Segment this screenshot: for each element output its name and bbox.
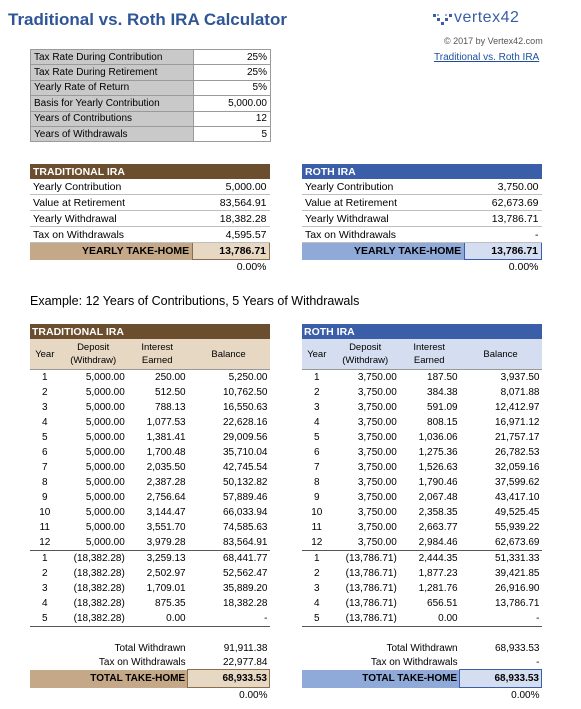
col-year: Year [302, 339, 332, 370]
balance-cell[interactable]: 16,550.63 [223, 402, 268, 413]
deposit-cell[interactable]: 5,000.00 [85, 432, 125, 443]
balance-cell[interactable]: 52,562.47 [223, 568, 268, 579]
table-row [30, 566, 270, 581]
logo-text: vertex42 [454, 9, 520, 26]
deposit-cell[interactable]: 3,750.00 [357, 387, 397, 398]
table-row [302, 445, 542, 460]
deposit-cell[interactable]: (18,382.28) [73, 568, 125, 579]
interest-cell[interactable]: 512.50 [155, 387, 186, 398]
interest-cell[interactable]: 788.13 [155, 402, 186, 413]
table-row [30, 596, 270, 611]
interest-cell[interactable]: 1,700.48 [146, 447, 186, 458]
table-row [302, 490, 542, 505]
year-cell: 3 [42, 583, 48, 594]
year-cell: 4 [314, 598, 320, 609]
table-row [302, 611, 542, 627]
year-cell: 4 [314, 417, 320, 428]
interest-cell[interactable]: 2,663.77 [418, 522, 458, 533]
summary-label: Tax on Withdrawals [302, 227, 465, 243]
tax-on-withdrawals-value[interactable]: - [536, 656, 540, 668]
balance-cell[interactable]: 43,417.10 [495, 492, 540, 503]
input-label: Basis for Yearly Contribution [31, 96, 194, 111]
summary-value[interactable]: - [465, 227, 542, 243]
year-cell: 6 [42, 447, 48, 458]
traditional-summary-header: TRADITIONAL IRA [30, 164, 270, 179]
deposit-cell[interactable]: 3,750.00 [332, 535, 399, 551]
year-cell: 7 [42, 462, 48, 473]
interest-cell[interactable]: 1,281.76 [418, 583, 458, 594]
balance-cell[interactable]: 55,939.22 [495, 522, 540, 533]
deposit-cell[interactable]: 3,750.00 [357, 462, 397, 473]
interest-cell[interactable]: 2,035.50 [146, 462, 186, 473]
total-take-home-value[interactable]: 68,933.53 [188, 670, 270, 688]
interest-cell[interactable]: 2,358.35 [418, 507, 458, 518]
copyright-text: © 2017 by Vertex42.com [444, 36, 543, 46]
year-cell: 10 [311, 507, 323, 518]
year-cell: 4 [42, 598, 48, 609]
interest-cell[interactable]: 591.09 [427, 402, 458, 413]
balance-cell[interactable]: - [188, 611, 270, 627]
deposit-cell[interactable]: 5,000.00 [85, 372, 125, 383]
interest-cell[interactable]: 3,979.28 [127, 535, 188, 551]
table-row [30, 611, 270, 627]
interest-cell[interactable]: 1,526.63 [418, 462, 458, 473]
table-row [30, 400, 270, 415]
summary-value[interactable]: 62,673.69 [465, 195, 542, 211]
summary-label: Yearly Contribution [30, 179, 193, 195]
year-cell: 9 [314, 492, 320, 503]
interest-cell[interactable]: 384.38 [427, 387, 458, 398]
year-cell: 2 [42, 387, 48, 398]
interest-cell[interactable]: 2,502.97 [146, 568, 186, 579]
balance-cell[interactable]: 18,382.28 [223, 598, 268, 609]
total-take-home-label: TOTAL TAKE-HOME [302, 670, 460, 688]
total-take-home-label: TOTAL TAKE-HOME [30, 670, 188, 688]
balance-cell[interactable]: 22,628.16 [223, 417, 268, 428]
col-deposit: Deposit (Withdraw) [332, 339, 399, 370]
deposit-cell[interactable]: (18,382.28) [73, 553, 125, 564]
deposit-cell[interactable]: 3,750.00 [357, 507, 397, 518]
year-cell: 5 [30, 611, 60, 627]
year-cell: 3 [314, 583, 320, 594]
balance-cell[interactable]: 50,132.82 [223, 477, 268, 488]
interest-cell[interactable]: 875.35 [155, 598, 186, 609]
balance-cell[interactable]: 42,745.54 [223, 462, 268, 473]
input-row [31, 111, 271, 126]
deposit-cell[interactable]: (13,786.71) [345, 568, 397, 579]
year-cell: 5 [42, 432, 48, 443]
input-value[interactable]: 5% [194, 80, 271, 95]
traditional-vs-roth-link[interactable]: Traditional vs. Roth IRA [434, 52, 540, 63]
table-row [30, 460, 270, 475]
balance-cell[interactable]: 39,421.85 [495, 568, 540, 579]
percent-difference: 0.00% [508, 261, 539, 273]
deposit-cell[interactable]: 3,750.00 [357, 492, 397, 503]
deposit-cell[interactable]: 5,000.00 [85, 522, 125, 533]
col-interest: Interest Earned [127, 339, 188, 370]
interest-cell[interactable]: 0.00 [399, 611, 460, 627]
page-title: Traditional vs. Roth IRA Calculator [8, 10, 287, 29]
balance-cell[interactable]: 51,331.33 [495, 553, 540, 564]
example-heading: Example: 12 Years of Contributions, 5 Years of Withdrawals [30, 294, 360, 308]
input-row [31, 50, 271, 65]
deposit-cell[interactable]: 5,000.00 [85, 492, 125, 503]
balance-cell[interactable]: 12,412.97 [495, 402, 540, 413]
table-row [302, 460, 542, 475]
table-row [30, 581, 270, 596]
table-row [302, 566, 542, 581]
table-row [30, 535, 270, 551]
balance-cell[interactable]: 68,441.77 [223, 553, 268, 564]
interest-cell[interactable]: 2,387.28 [146, 477, 186, 488]
year-cell: 1 [314, 553, 320, 564]
interest-cell[interactable]: 1,036.06 [418, 432, 458, 443]
deposit-cell[interactable]: 3,750.00 [357, 477, 397, 488]
roth-summary-header: ROTH IRA [302, 164, 542, 179]
interest-cell[interactable]: 808.15 [427, 417, 458, 428]
table-row [302, 581, 542, 596]
percent-difference: 0.00% [511, 689, 540, 701]
table-row [302, 415, 542, 430]
table-row [30, 551, 270, 567]
col-interest: Interest Earned [399, 339, 460, 370]
year-cell: 3 [314, 402, 320, 413]
col-year: Year [30, 339, 60, 370]
balance-cell[interactable]: 13,786.71 [495, 598, 540, 609]
total-withdrawn-label: Total Withdrawn [386, 642, 458, 654]
deposit-cell[interactable]: 5,000.00 [85, 387, 125, 398]
yearly-take-home-value[interactable]: 13,786.71 [465, 243, 542, 260]
deposit-cell[interactable]: (13,786.71) [332, 611, 399, 627]
year-cell: 2 [42, 568, 48, 579]
table-row [302, 551, 542, 567]
interest-cell[interactable]: 1,709.01 [146, 583, 186, 594]
deposit-cell[interactable]: (18,382.28) [73, 583, 125, 594]
summary-value[interactable]: 5,000.00 [193, 179, 270, 195]
col-deposit: Deposit (Withdraw) [60, 339, 127, 370]
year-cell: 5 [314, 432, 320, 443]
interest-cell[interactable]: 3,259.13 [146, 553, 186, 564]
deposit-cell[interactable]: (18,382.28) [73, 598, 125, 609]
table-row [302, 475, 542, 490]
year-cell: 2 [314, 387, 320, 398]
summary-value[interactable]: 18,382.28 [193, 211, 270, 227]
year-cell: 11 [39, 522, 50, 533]
deposit-cell[interactable]: 3,750.00 [357, 447, 397, 458]
balance-cell[interactable]: 26,782.53 [495, 447, 540, 458]
summary-label: Value at Retirement [30, 195, 193, 211]
table-row [30, 475, 270, 490]
summary-value[interactable]: 13,786.71 [465, 211, 542, 227]
table-row [302, 505, 542, 520]
deposit-cell[interactable]: 5,000.00 [85, 507, 125, 518]
balance-cell[interactable]: 5,250.00 [228, 372, 268, 383]
traditional-detail-table [30, 324, 270, 702]
tax-on-withdrawals-label: Tax on Withdrawals [98, 656, 186, 668]
interest-cell[interactable]: 1,790.46 [418, 477, 458, 488]
table-row [30, 430, 270, 445]
interest-cell[interactable]: 3,551.70 [146, 522, 186, 533]
input-value[interactable]: 5,000.00 [194, 96, 271, 111]
deposit-cell[interactable]: 3,750.00 [357, 402, 397, 413]
interest-cell[interactable]: 1,077.53 [146, 417, 186, 428]
summary-label: Value at Retirement [302, 195, 465, 211]
vertex42-logo [432, 9, 552, 31]
table-row [30, 490, 270, 505]
table-row [30, 415, 270, 430]
traditional-detail-header: TRADITIONAL IRA [30, 324, 270, 339]
summary-value[interactable]: 83,564.91 [193, 195, 270, 211]
year-cell: 12 [302, 535, 332, 551]
interest-cell[interactable]: 3,144.47 [146, 507, 186, 518]
input-label: Yearly Rate of Return [31, 80, 194, 95]
table-row [302, 430, 542, 445]
deposit-cell[interactable]: 5,000.00 [85, 402, 125, 413]
balance-cell[interactable]: 32,059.16 [495, 462, 540, 473]
deposit-cell[interactable]: 5,000.00 [85, 447, 125, 458]
balance-cell[interactable]: 29,009.56 [223, 432, 268, 443]
deposit-cell[interactable]: 5,000.00 [85, 477, 125, 488]
total-take-home-value[interactable]: 68,933.53 [460, 670, 542, 688]
interest-cell[interactable]: 0.00 [127, 611, 188, 627]
summary-label: Yearly Withdrawal [30, 211, 193, 227]
interest-cell[interactable]: 250.00 [155, 372, 186, 383]
input-value[interactable]: 25% [194, 65, 271, 80]
table-row [302, 520, 542, 535]
roth-summary-table [302, 164, 542, 274]
input-label: Tax Rate During Retirement [31, 65, 194, 80]
input-value[interactable]: 12 [194, 111, 271, 126]
balance-cell[interactable]: 49,525.45 [495, 507, 540, 518]
tax-on-withdrawals-value[interactable]: 22,977.84 [223, 656, 268, 668]
balance-cell[interactable]: 3,937.50 [500, 372, 540, 383]
input-value[interactable]: 25% [194, 50, 271, 65]
total-withdrawn-label: Total Withdrawn [114, 642, 186, 654]
interest-cell[interactable]: 2,444.35 [418, 553, 458, 564]
table-row [302, 385, 542, 400]
summary-label: Yearly Contribution [302, 179, 465, 195]
summary-label: Yearly Withdrawal [302, 211, 465, 227]
balance-cell[interactable]: 66,033.94 [223, 507, 268, 518]
interest-cell[interactable]: 1,381.41 [146, 432, 186, 443]
input-label: Years of Withdrawals [31, 126, 194, 141]
percent-difference: 0.00% [239, 689, 268, 701]
balance-cell[interactable]: 21,757.17 [495, 432, 540, 443]
tax-on-withdrawals-label: Tax on Withdrawals [370, 656, 458, 668]
deposit-cell[interactable]: (13,786.71) [345, 553, 397, 564]
deposit-cell[interactable]: 5,000.00 [85, 462, 125, 473]
deposit-cell[interactable]: (18,382.28) [60, 611, 127, 627]
traditional-summary-table [30, 164, 270, 274]
balance-cell[interactable]: 10,762.50 [223, 387, 268, 398]
year-cell: 1 [42, 372, 48, 383]
year-cell: 10 [39, 507, 51, 518]
balance-cell[interactable]: 57,889.46 [223, 492, 268, 503]
year-cell: 2 [314, 568, 320, 579]
year-cell: 4 [42, 417, 48, 428]
table-row [302, 535, 542, 551]
interest-cell[interactable]: 187.50 [427, 372, 458, 383]
table-row [30, 385, 270, 400]
roth-detail-table [302, 324, 542, 702]
table-row [30, 370, 270, 386]
interest-cell[interactable]: 2,984.46 [399, 535, 460, 551]
col-balance: Balance [188, 339, 270, 370]
input-row [31, 80, 271, 95]
input-row [31, 96, 271, 111]
balance-cell[interactable]: - [460, 611, 542, 627]
logo-mark-icon [432, 11, 452, 31]
input-label: Tax Rate During Contribution [31, 50, 194, 65]
table-row [302, 370, 542, 386]
deposit-cell[interactable]: 3,750.00 [357, 522, 397, 533]
year-cell: 9 [42, 492, 48, 503]
inputs-table [30, 49, 271, 142]
year-cell: 8 [314, 477, 320, 488]
interest-cell[interactable]: 1,877.23 [418, 568, 458, 579]
interest-cell[interactable]: 2,756.64 [146, 492, 186, 503]
balance-cell[interactable]: 83,564.91 [188, 535, 270, 551]
deposit-cell[interactable]: 3,750.00 [357, 372, 397, 383]
yearly-take-home-value[interactable]: 13,786.71 [193, 243, 270, 260]
balance-cell[interactable]: 37,599.62 [495, 477, 540, 488]
deposit-cell[interactable]: 5,000.00 [60, 535, 127, 551]
balance-cell[interactable]: 35,710.04 [223, 447, 268, 458]
balance-cell[interactable]: 74,585.63 [223, 522, 268, 533]
deposit-cell[interactable]: 5,000.00 [85, 417, 125, 428]
year-cell: 8 [42, 477, 48, 488]
table-row [30, 445, 270, 460]
interest-cell[interactable]: 656.51 [427, 598, 458, 609]
interest-cell[interactable]: 2,067.48 [418, 492, 458, 503]
year-cell: 5 [302, 611, 332, 627]
summary-value[interactable]: 4,595.57 [193, 227, 270, 243]
year-cell: 7 [314, 462, 320, 473]
col-balance: Balance [460, 339, 542, 370]
table-row [30, 520, 270, 535]
input-value[interactable]: 5 [194, 126, 271, 141]
balance-cell[interactable]: 16,971.12 [495, 417, 540, 428]
table-row [302, 596, 542, 611]
deposit-cell[interactable]: (13,786.71) [345, 598, 397, 609]
year-cell: 1 [314, 372, 320, 383]
input-row [31, 65, 271, 80]
total-withdrawn-value[interactable]: 91,911.38 [223, 642, 268, 654]
deposit-cell[interactable]: 3,750.00 [357, 432, 397, 443]
balance-cell[interactable]: 62,673.69 [460, 535, 542, 551]
deposit-cell[interactable]: 3,750.00 [357, 417, 397, 428]
table-row [302, 400, 542, 415]
input-row [31, 126, 271, 141]
year-cell: 11 [311, 522, 322, 533]
total-withdrawn-value[interactable]: 68,933.53 [495, 642, 540, 654]
year-cell: 1 [42, 553, 48, 564]
year-cell: 3 [42, 402, 48, 413]
table-row [30, 505, 270, 520]
input-label: Years of Contributions [31, 111, 194, 126]
balance-cell[interactable]: 26,916.90 [495, 583, 540, 594]
deposit-cell[interactable]: (13,786.71) [345, 583, 397, 594]
balance-cell[interactable]: 8,071.88 [500, 387, 540, 398]
yearly-take-home-label: YEARLY TAKE-HOME [30, 243, 193, 260]
percent-difference: 0.00% [236, 261, 267, 273]
balance-cell[interactable]: 35,889.20 [223, 583, 268, 594]
year-cell: 6 [314, 447, 320, 458]
roth-detail-header: ROTH IRA [302, 324, 542, 339]
summary-label: Tax on Withdrawals [30, 227, 193, 243]
yearly-take-home-label: YEARLY TAKE-HOME [302, 243, 465, 260]
year-cell: 12 [30, 535, 60, 551]
interest-cell[interactable]: 1,275.36 [418, 447, 458, 458]
summary-value[interactable]: 3,750.00 [465, 179, 542, 195]
